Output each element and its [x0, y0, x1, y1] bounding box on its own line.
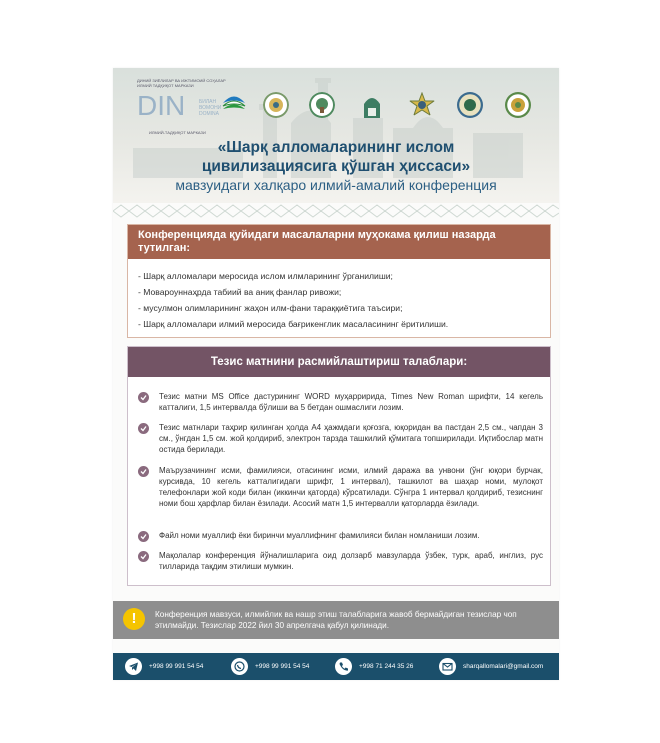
list-item: - Мовароуннаҳрда табиий ва аниқ фанлар ривожи;: [138, 287, 342, 297]
requirements-section: [127, 346, 551, 586]
contact-whatsapp-text: +998 99 991 54 54: [255, 663, 310, 670]
contact-telegram-text: +998 99 991 54 54: [149, 663, 204, 670]
conference-subtitle: мавзуидаги халқаро илмий-амалий конференция: [175, 177, 497, 193]
requirement-text: Тезис матнлари таҳрир қилинган ҳолда А4 ҳажмдаги қоғозга, юқоридан ва пастдан 2,5 см., чапдан 3 см., ўнгдан 1,5 см. жой қолдириб, электрон тарзда ташкилий қўмитага топширилади. Иқтибослар матн остида берилади.: [159, 423, 543, 454]
notice-banner: [113, 601, 559, 639]
requirement-text: Мақолалар конференция йўналишларига оид долзарб мавзуларда ўзбек, турк, араб, инглиз, рус тилларида тақдим этилиши мумкин.: [159, 551, 543, 571]
partner-seal-2-icon: [309, 92, 335, 118]
email-icon: [439, 658, 456, 675]
conference-flyer: [113, 68, 559, 680]
din-logo-side-line-3: DOMINA: [199, 111, 219, 117]
contacts-footer: [113, 653, 559, 680]
exclamation-icon: !: [123, 608, 145, 630]
conference-title: [113, 138, 559, 176]
check-icon: [138, 551, 149, 562]
requirement-text: Тезис матни MS Office дастурининг WORD муҳарририда, Times New Roman шрифти, 14 кегель катталиги, 1,5 интервалда бўлиши ва 5 бетдан ошмаслиги лозим.: [159, 392, 543, 412]
contact-phone-text: +998 71 244 35 26: [359, 663, 414, 670]
topics-list: [138, 268, 538, 332]
partner-seal-1-icon: [263, 92, 289, 118]
check-icon: [138, 423, 149, 434]
din-logo-side-line-2: ВОМОНИ: [199, 105, 222, 111]
check-icon: [138, 392, 149, 403]
ornament-band: [113, 203, 559, 219]
check-icon: [138, 466, 149, 477]
din-logo-bottom-caption: ИЛМИЙ-ТАДҚИҚОТ МАРКАЗИ: [149, 130, 206, 135]
contact-email-text: sharqallomalari@gmail.com: [463, 663, 544, 670]
list-item: - Шарқ алломалари илмий меросида бағрикенглик масаласининг ёритилиши.: [138, 319, 449, 329]
din-logo-side: [199, 99, 221, 117]
list-item: - мусулмон олимларининг жаҳон илм-фани тараққиётига таъсири;: [138, 303, 403, 313]
title-line-1: «Шарқ алломаларининг ислом: [217, 139, 455, 156]
whatsapp-icon: [231, 658, 248, 675]
partner-seal-3-icon: [359, 92, 385, 118]
requirement-text: Маърузачининг исми, фамилияси, отасининг исми, илмий даража ва унвони (ўнг юқори бурчак, курсивда, 10 кегель катталигидаги шрифт, 1 интервал), ташкилот ва шаҳар номи, мулоқот телефонлари жой коди билан (иккинчи қаторда) кўрсатилади. Сўнгра 1 интервал қолдириб, тезиснинг номи бош ҳарфлар билан ёзилади. Асосий матн 1,5 интервалли қаторларда ёзилади.: [159, 466, 543, 508]
phone-icon: [335, 658, 352, 675]
list-item: - Шарқ алломалари меросида ислом илмларининг ўрганилиши;: [138, 271, 393, 281]
requirements-heading: Тезис матнини расмийлаштириш талаблари:: [128, 347, 550, 377]
topics-section: [127, 224, 551, 338]
check-icon: [138, 531, 149, 542]
din-logo-letters: DIN: [137, 90, 186, 121]
title-line-2: цивилизациясига қўшган ҳиссаси»: [201, 158, 471, 175]
din-logo-side-line-1: БИЛАН: [199, 99, 217, 105]
telegram-icon: [125, 658, 142, 675]
header-banner: [113, 68, 559, 203]
topics-heading: Конференцияда қуйидаги масалаларни муҳокама қилиш назарда тутилган:: [128, 225, 550, 259]
partner-seal-4-icon: [409, 92, 435, 118]
partner-seal-5-icon: [457, 92, 483, 118]
requirement-text: Файл номи муаллиф ёки биринчи муаллифнинг фамилияси билан номланиши лозим.: [159, 531, 480, 540]
notice-text: Конференция мавзуси, илмийлик ва нашр этиш талабларига жавоб бермайдиган тезислар чоп этилмайди. Тезислар 2022 йил 30 апрелгача қабул қилинади.: [155, 610, 517, 630]
partner-seal-6-icon: [505, 92, 531, 118]
din-logo-caption: ДИНИЙ ЗИЁЛИЛАР ВА ИЖТИМОИЙ СОҲАЛАР ИЛМИЙ ТАДҚИҚОТ МАРКАЗИ: [137, 78, 226, 88]
uzbek-emblem-icon: [219, 92, 249, 114]
